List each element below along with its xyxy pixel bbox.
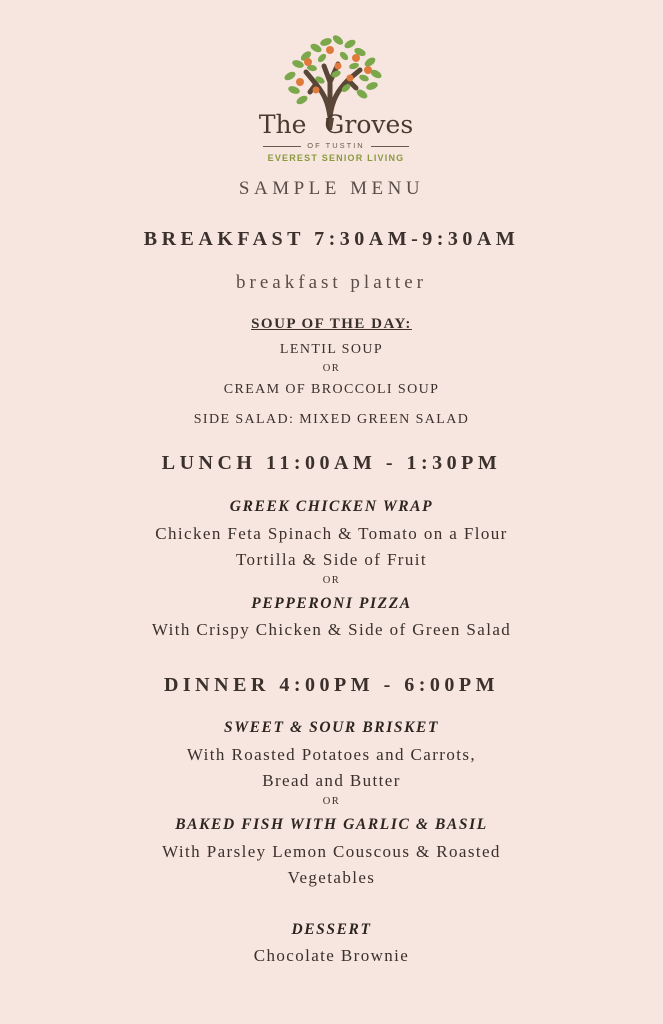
brand-everest: EVEREST SENIOR LIVING	[267, 153, 405, 163]
brand-of-tustin	[236, 141, 436, 150]
breakfast-item: breakfast platter	[236, 272, 427, 293]
brand-the: The	[258, 110, 307, 139]
lunch-dish-1: GREEK CHICKEN WRAP	[229, 498, 434, 515]
lunch-or: OR	[322, 575, 341, 586]
dinner-heading: DINNER 4:00PM - 6:00PM	[163, 674, 500, 696]
dinner-or: OR	[322, 796, 341, 807]
dinner-desc-2-line-2: Vegetables	[287, 868, 376, 887]
dessert-heading: DESSERT	[291, 921, 372, 938]
dessert-item: Chocolate Brownie	[253, 946, 410, 965]
soup-heading: SOUP OF THE DAY:	[251, 316, 412, 332]
brand-groves: Groves	[324, 110, 414, 139]
brand-logotype	[236, 110, 436, 163]
side-salad: SIDE SALAD: MIXED GREEN SALAD	[193, 412, 470, 427]
dinner-desc-1-line-1: With Roasted Potatoes and Carrots,	[186, 745, 477, 764]
lunch-desc-1-line-2: Tortilla & Side of Fruit	[235, 550, 428, 569]
soup-or: OR	[322, 363, 341, 374]
lunch-dish-2: PEPPERONI PIZZA	[251, 595, 412, 612]
dinner-desc-2-line-1: With Parsley Lemon Couscous & Roasted	[162, 842, 501, 861]
lunch-desc-1-line-1: Chicken Feta Spinach & Tomato on a Flour	[155, 524, 508, 543]
dinner-dish-2: BAKED FISH WITH GARLIC & BASIL	[175, 816, 488, 833]
soup-option-2: CREAM OF BROCCOLI SOUP	[223, 382, 440, 397]
lunch-desc-2: With Crispy Chicken & Side of Green Salad	[151, 620, 512, 639]
dinner-dish-1: SWEET & SOUR BRISKET	[223, 719, 440, 736]
menu-title: SAMPLE MENU	[238, 178, 425, 199]
lunch-heading: LUNCH 11:00AM - 1:30PM	[161, 452, 502, 474]
dinner-desc-1-line-2: Bread and Butter	[262, 771, 401, 790]
brand-of-tustin-text: OF TUSTIN	[307, 141, 365, 150]
breakfast-heading: BREAKFAST 7:30AM-9:30AM	[143, 228, 520, 250]
soup-option-1: LENTIL SOUP	[279, 342, 384, 357]
